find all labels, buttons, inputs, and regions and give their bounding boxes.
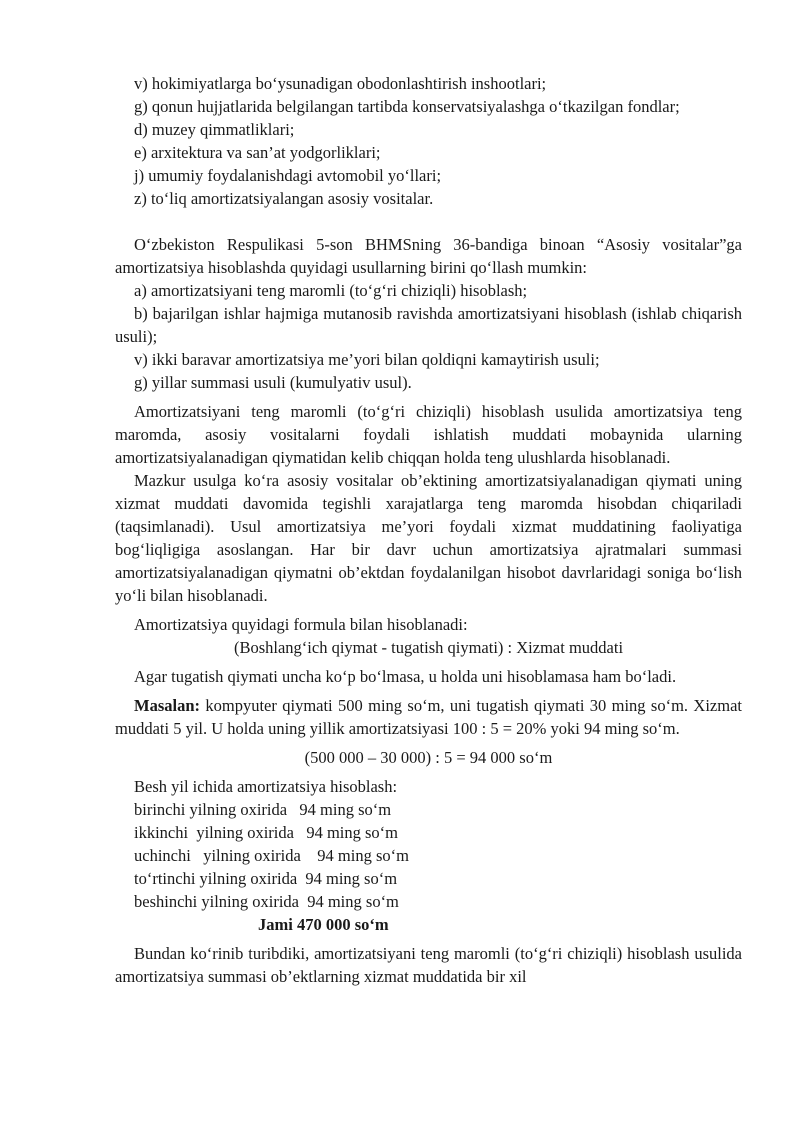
example-label: Masalan: [134,696,200,715]
example-text: kompyuter qiymati 500 ming so‘m, uni tugatish qiymati 30 ming so‘m. Xizmat muddati 5 yil. U holda uning yillik amortizatsiyasi 100 : 5 = 20% yoki 94 ming so‘m. [115,696,742,738]
schedule-row: uchinchi yilning oxirida 94 ming so‘m [134,846,409,865]
paragraph-formula-intro: Amortizatsiya quyidagi formula bilan hisoblanadi: [134,615,468,634]
list-item: a) amortizatsiyani teng maromli (to‘g‘ri chiziqli) hisoblash; [134,281,528,300]
list-item: e) arxitektura va san’at yodgorliklari; [134,143,381,162]
formula: (Boshlang‘ich qiymat - tugatish qiymati) : Xizmat muddati [233,638,624,657]
list-item: z) to‘liq amortizatsiyalangan asosiy vositalar. [134,189,434,208]
list-item: g) qonun hujjatlarida belgilangan tartibda konservatsiyalashga o‘tkazilgan fondlar; [134,97,680,116]
list-item: v) hokimiyatlarga bo‘ysunadigan obodonlashtirish inshootlari; [134,74,547,93]
list-item: d) muzey qimmatliklari; [134,120,295,139]
list-item: g) yillar summasi usuli (kumulyativ usul). [134,373,412,392]
list-item: v) ikki baravar amortizatsiya me’yori bilan qoldiqni kamaytirish usuli; [134,350,600,369]
example-calculation: (500 000 – 30 000) : 5 = 94 000 so‘m [304,748,553,767]
paragraph-example [115,694,742,740]
paragraph-intro: O‘zbekiston Respulikasi 5-son BHMSning 36-bandiga binoan “Asosiy vositalar”ga amortizatsiya hisoblashda quyidagi usullarning birini qo‘llash mumkin: [115,235,742,277]
list-item: b) bajarilgan ishlar hajmiga mutanosib ravishda amortizatsiyani hisoblash (ishlab chiqarish usuli); [115,304,742,346]
spacer [115,210,742,233]
list-item: j) umumiy foydalanishdagi avtomobil yo‘llari; [134,166,442,185]
schedule-row: birinchi yilning oxirida 94 ming so‘m [134,800,392,819]
paragraph-mazkur: Mazkur usulga ko‘ra asosiy vositalar ob’ektining amortizatsiyalanadigan qiymati uning xizmat muddati davomida tegishli xarajatlarga teng maromda hisobdan chiqariladi (taqsimlanadi). Usul amortizatsiya me’yori foydali xizmat muddatining faoliyatiga bog‘liqligiga asoslangan. Har bir davr uchun amortizatsiya ajratmalari summasi amortizatsiyalanadigan qiymatni ob’ektdan foydalanilgan hisobot davrlaridagi soniga bo‘lish yo‘li bilan hisoblanadi. [115,471,742,605]
schedule-title: Besh yil ichida amortizatsiya hisoblash: [134,777,398,796]
schedule-row: to‘rtinchi yilning oxirida 94 ming so‘m [134,869,398,888]
paragraph-agar: Agar tugatish qiymati uncha ko‘p bo‘lmasa, u holda uni hisoblamasa ham bo‘ladi. [134,667,677,686]
schedule-total: Jami 470 000 so‘m [258,915,389,934]
paragraph-bundan: Bundan ko‘rinib turibdiki, amortizatsiyani teng maromli (to‘g‘ri chiziqli) hisoblash usulida amortizatsiya summasi ob’ektlarning xizmat muddatida bir xil [115,944,742,986]
document-page [115,72,742,988]
schedule-row: ikkinchi yilning oxirida 94 ming so‘m [134,823,398,842]
schedule-row: beshinchi yilning oxirida 94 ming so‘m [134,892,399,911]
paragraph-method: Amortizatsiyani teng maromli (to‘g‘ri chiziqli) hisoblash usulida amortizatsiya teng maromda, asosiy vositalarni foydali ishlatish muddati mobaynida ularning amortizatsiyalanadigan qiymatidan kelib chiqqan holda teng ulushlarda hisoblanadi. [115,402,742,467]
